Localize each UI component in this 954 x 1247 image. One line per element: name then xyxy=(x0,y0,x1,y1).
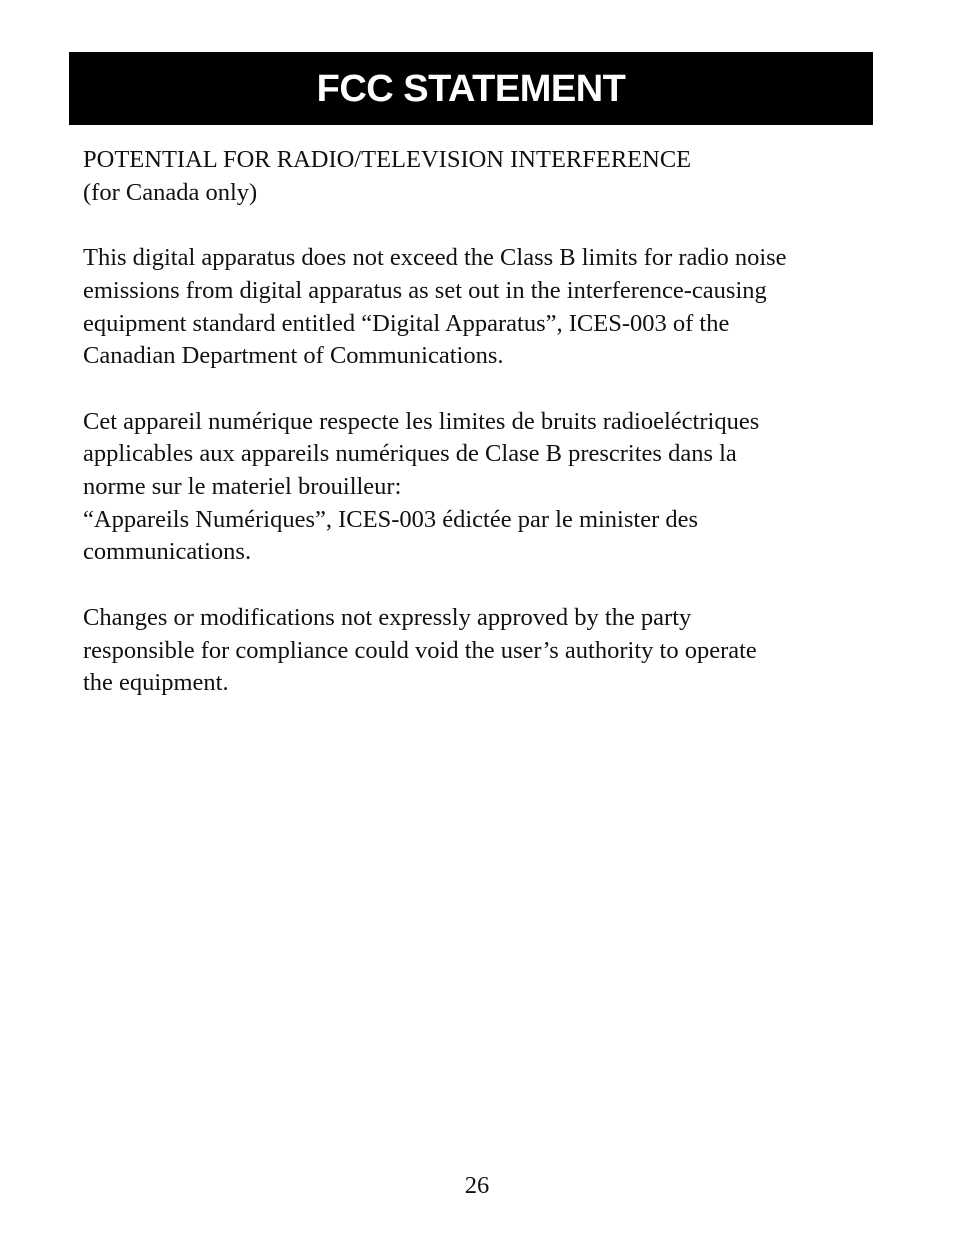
section-header-bar xyxy=(69,52,873,125)
text-line: This digital apparatus does not exceed the Class B limits for radio noise xyxy=(83,244,787,272)
text-line: POTENTIAL FOR RADIO/TELEVISION INTERFERENCE xyxy=(83,146,692,173)
text-line: Canadian Department of Communications. xyxy=(83,342,504,370)
paragraph-modifications-warning xyxy=(83,602,883,700)
text-line: norme sur le materiel brouilleur: xyxy=(83,473,402,500)
text-line: equipment standard entitled “Digital Apparatus”, ICES-003 of the xyxy=(83,309,730,337)
text-line: the equipment. xyxy=(83,669,229,697)
document-body xyxy=(83,144,883,700)
page-title: FCC STATEMENT xyxy=(316,67,626,110)
paragraph-english-statement xyxy=(83,242,883,373)
text-line: (for Canada only) xyxy=(83,178,258,206)
text-line: emissions from digital apparatus as set out in the interference-causing xyxy=(83,276,767,304)
text-line: “Appareils Numériques”, ICES-003 édictée par le minister des xyxy=(83,505,699,533)
text-line: Changes or modifications not expressly approved by the party xyxy=(83,603,692,631)
text-line: Cet appareil numérique respecte les limites de bruits radioeléctriques xyxy=(83,407,760,435)
text-line: applicables aux appareils numériques de Clase B prescrites dans la xyxy=(83,440,737,468)
text-line: communications. xyxy=(83,538,252,566)
paragraph-french-statement xyxy=(83,406,883,570)
text-line: responsible for compliance could void the user’s authority to operate xyxy=(83,636,757,664)
paragraph-interference-heading xyxy=(83,144,883,209)
page-number: 26 xyxy=(464,1172,490,1199)
